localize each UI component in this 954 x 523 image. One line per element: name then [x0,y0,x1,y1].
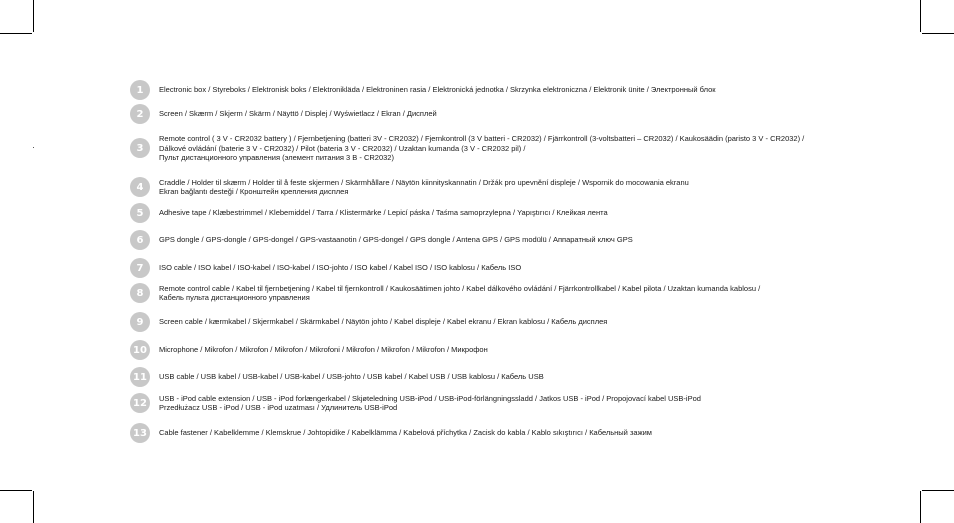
item-description [159,284,760,303]
item-description-line: Craddle / Holder til skærm / Holder til å feste skjermen / Skärmhållare / Näytön kiinnityskannatin / Držák pro upevnění displeje / Wspornik do mocowania ekranu [159,177,689,187]
item-description-line: Screen cable / kærmkabel / Skjermkabel / Skärmkabel / Näytön johto / Kabel displeje / Kabel ekranu / Ekran kablosu / Кабель дисплея [159,317,608,327]
list-item [130,230,844,250]
item-number-badge: 8 [130,283,150,303]
item-description-line: USB cable / USB kabel / USB-kabel / USB-kabel / USB-johto / USB kabel / Kabel USB / USB kablosu / Кабель USB [159,372,544,382]
list-item [130,423,844,443]
crop-mark [33,0,34,32]
item-description-line: Screen / Skærm / Skjerm / Skärm / Näyttö / Displej / Wyświetlacz / Ekran / Дисплей [159,109,437,119]
stray-mark [33,147,34,148]
crop-mark [922,33,954,34]
list-item [130,367,844,387]
crop-mark [33,491,34,523]
item-number-badge: 4 [130,177,150,197]
item-description [159,345,488,355]
item-description [159,428,652,438]
item-description-line: Adhesive tape / Klæbestrimmel / Klebemiddel / Tarra / Klistermärke / Lepicí páska / Taśma samoprzylepna / Yapıştırıcı / Клейкая лента [159,208,608,218]
item-number-badge: 7 [130,258,150,278]
list-item [130,283,844,303]
item-number-badge: 12 [130,393,150,413]
item-description [159,372,544,382]
item-description-line: Ekran bağlantı desteği / Кронштейн крепления дисплея [159,187,349,196]
item-number-badge: 9 [130,312,150,332]
item-description-line: Cable fastener / Kabelklemme / Klemskrue / Johtopidike / Kabelklämma / Kabelová příchytka / Zacisk do kabla / Kablo sıkıştırıcı / Кабельный зажим [159,428,652,438]
list-item [130,104,844,124]
item-description-line: Кабель пульта дистанционного управления [159,293,310,302]
item-number-badge: 3 [130,138,150,158]
item-description [159,178,689,197]
item-description [159,317,607,327]
item-description [159,235,633,245]
list-item [130,312,844,332]
list-item [130,177,844,197]
list-item [130,80,844,100]
item-number-badge: 11 [130,367,150,387]
item-description-line: Dálkové ovládání (baterie 3 V - CR2032) / Pilot (bateria 3 V - CR2032) / Uzaktan kumanda (3 V - CR2032 pil) / [159,143,526,153]
item-description [159,134,804,163]
item-description-line: ISO cable / ISO kabel / ISO-kabel / ISO-kabel / ISO-johto / ISO kabel / Kabel ISO / ISO kablosu / Кабель ISO [159,263,522,273]
crop-mark [0,490,32,491]
list-item [130,393,844,413]
item-number-badge: 13 [130,423,150,443]
item-number-badge: 5 [130,203,150,223]
list-item [130,203,844,223]
crop-mark [920,0,921,32]
item-number-badge: 2 [130,104,150,124]
item-description-line: Microphone / Mikrofon / Mikrofon / Mikrofon / Mikrofoni / Mikrofon / Mikrofon / Mikrofon / Микрофон [159,345,488,355]
item-description-line: Remote control cable / Kabel til fjernbetjening / Kabel til fjernkontroll / Kaukosäätimen johto / Kabel dálkového ovládání / Fjärrkontrollkabel / Kabel pilota / Uzaktan kumanda kablosu / [159,283,761,293]
item-description [159,394,701,413]
item-number-badge: 6 [130,230,150,250]
item-description-line: USB - iPod cable extension / USB - iPod forlængerkabel / Skjøteledning USB-iPod / USB-iPod-förlängningssladd / Jatkos USB - iPod / Propojovací kabel USB-iPod [159,393,701,403]
item-description-line: GPS dongle / GPS-dongle / GPS-dongel / GPS-vastaanotin / GPS-dongel / GPS dongle / Antena GPS / GPS modülü / Аппаратный ключ GPS [159,235,633,245]
item-number-badge: 1 [130,80,150,100]
list-item [130,134,844,163]
item-description-line: Electronic box / Styreboks / Elektronisk boks / Elektronikläda / Elektroninen rasia / Elektronická jednotka / Skrzynka elektroniczna / Elektronik ünite / Электронный блок [159,85,716,95]
item-description [159,85,716,95]
item-description [159,109,437,119]
item-description [159,208,608,218]
item-description-line: Remote control ( 3 V - CR2032 battery ) / Fjernbetjening (batteri 3V - CR2032) / Fjernkontroll (3 V batteri - CR2032) / Fjärrkontroll (3-voltsbatteri – CR2032) / Kaukosäädin (paristo 3 V - CR2032) / [159,134,805,143]
crop-mark [922,490,954,491]
list-item [130,258,844,278]
crop-mark [0,33,32,34]
list-item [130,340,844,360]
crop-mark [920,491,921,523]
item-description-line: Пульт дистанционного управления (элемент питания 3 В - CR2032) [159,153,394,162]
item-description-line: Przedłużacz USB - iPod / USB - iPod uzatması / Удлинитель USB-iPod [159,403,398,412]
item-description [159,263,521,273]
item-number-badge: 10 [130,340,150,360]
